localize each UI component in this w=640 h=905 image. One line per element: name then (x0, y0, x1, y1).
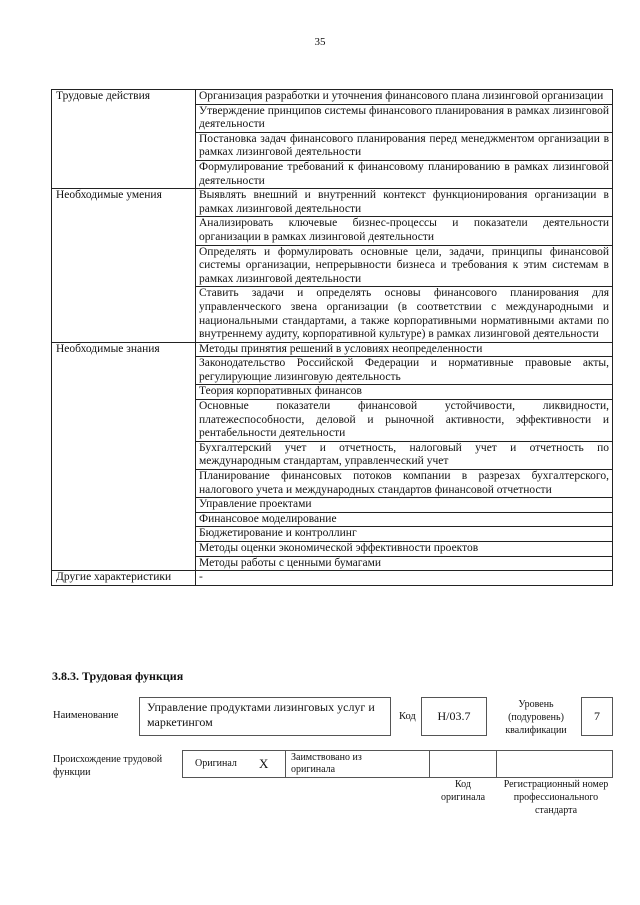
item-cell: Постановка задач финансового планирования перед менеджментом организации в рамках лизинговой деятельности (196, 132, 613, 160)
name-label: Наименование (53, 710, 119, 721)
category-cell: Трудовые действия (52, 90, 196, 189)
code-caption: Код оригинала (440, 779, 486, 803)
divider (429, 751, 430, 777)
item-cell: Бухгалтерский учет и отчетность, налоговый учет и отчетность по международным стандартам, управленческий учет (196, 441, 613, 469)
category-cell: Другие характеристики (52, 571, 196, 586)
item-cell: Методы работы с ценными бумагами (196, 556, 613, 571)
item-cell: Управление проектами (196, 498, 613, 513)
original-label: Оригинал (195, 758, 237, 769)
item-cell: Планирование финансовых потоков компании в разрезах бухгалтерского, налогового учета и международных стандартов финансовой отчетности (196, 470, 613, 498)
function-code-value: H/03.7 (437, 709, 471, 723)
item-cell: Анализировать ключевые бизнес-процессы и показатели деятельности организации в рамках лизинговой деятельности (196, 217, 613, 245)
reg-caption: Регистрационный номер профессионального стандарта (503, 779, 609, 816)
qualification-table (51, 89, 613, 586)
level-field (581, 697, 613, 736)
original-mark: X (259, 756, 269, 771)
divider (285, 751, 286, 777)
table-row (52, 342, 613, 357)
origin-label: Происхождение трудовой функции (53, 754, 163, 778)
item-cell: Финансовое моделирование (196, 512, 613, 527)
item-cell: Определять и формулировать основные цели, задачи, принципы финансовой системы организации, непрерывности бизнеса и требования к этим системам в рамках лизинговой деятельности (196, 245, 613, 287)
item-cell: Организация разработки и уточнения финансового плана лизинговой организации (196, 90, 613, 105)
section-heading: 3.8.3. Трудовая функция (52, 669, 184, 683)
divider (496, 751, 497, 777)
item-cell: Методы оценки экономической эффективности проектов (196, 542, 613, 557)
item-cell: Теория корпоративных финансов (196, 385, 613, 400)
borrowed-label: Заимствовано из оригинала (291, 752, 362, 775)
level-value: 7 (594, 709, 600, 723)
table-row (52, 189, 613, 217)
origin-table (182, 750, 613, 778)
item-cell: Законодательство Российской Федерации и нормативные правовые акты, регулирующие лизинговую деятельность (196, 357, 613, 385)
category-cell: Необходимые знания (52, 342, 196, 571)
table-row (52, 90, 613, 105)
item-cell: Ставить задачи и определять основы финансового планирования для управленческого звена организации (в соответствии с международными и национальными стандартами, а также корпоративными нормативными актами по внутреннему аудиту, корпоративной культуре) в рамках лизинговой деятельности (196, 287, 613, 342)
function-name-value: Управление продуктами лизинговых услуг и маркетингом (147, 700, 375, 729)
function-name-field (139, 697, 391, 736)
item-cell: Методы принятия решений в условиях неопределенности (196, 342, 613, 357)
item-cell: Бюджетирование и контроллинг (196, 527, 613, 542)
item-cell: Основные показатели финансовой устойчивости, ликвидности, платежеспособности, деловой и рыночной активности, эффективности и рентабельности деятельности (196, 400, 613, 442)
item-cell: Формулирование требований к финансовому планированию в рамках лизинговой деятельности (196, 160, 613, 188)
item-cell: Выявлять внешний и внутренний контекст функционирования организации в рамках лизинговой деятельности (196, 189, 613, 217)
table-row (52, 571, 613, 586)
item-cell: Утверждение принципов системы финансового планирования в рамках лизинговой деятельности (196, 104, 613, 132)
item-cell: - (196, 571, 613, 586)
function-code-field (421, 697, 487, 736)
category-cell: Необходимые умения (52, 189, 196, 343)
page-number: 35 (314, 36, 326, 48)
code-label: Код (399, 711, 416, 722)
level-label: Уровень (подуровень) квалификации (505, 699, 567, 736)
